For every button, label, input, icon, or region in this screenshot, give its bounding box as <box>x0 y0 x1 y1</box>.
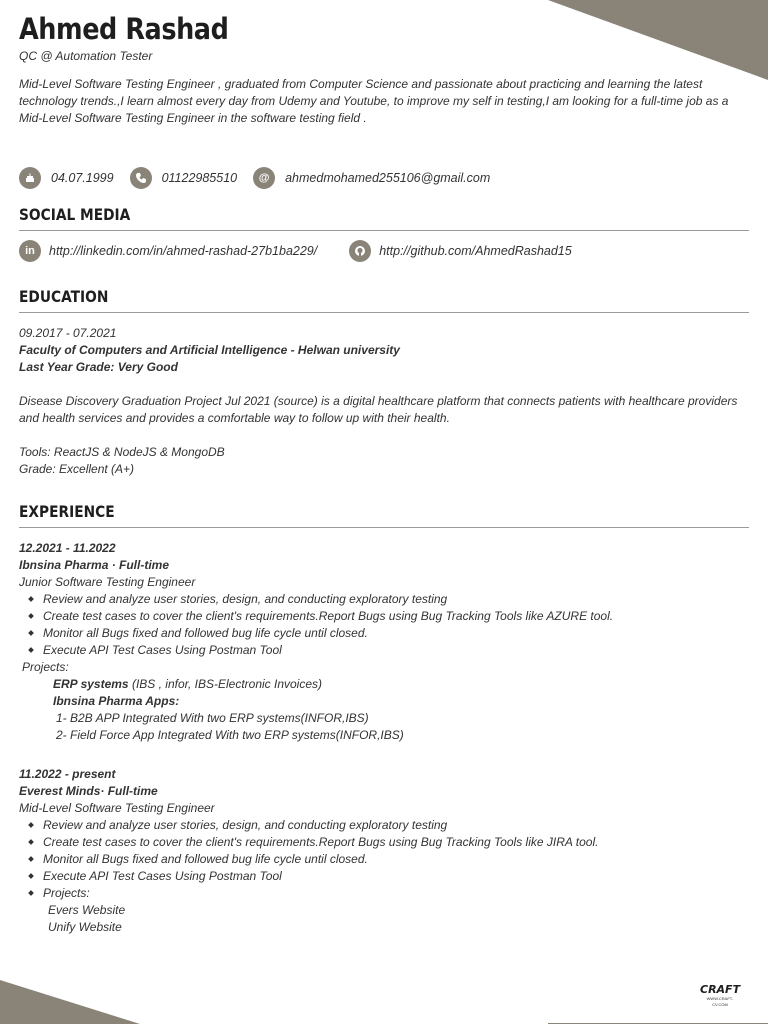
experience-section <box>19 502 749 936</box>
job-role: Mid-Level Software Testing Engineer <box>19 801 215 815</box>
education-heading: EDUCATION <box>19 287 109 306</box>
erp-project-name: ERP systems <box>53 677 129 691</box>
email-text[interactable]: ahmedmohamed255106@gmail.com <box>285 171 491 185</box>
contact-row <box>19 167 749 189</box>
education-school: Faculty of Computers and Artificial Intelligence - Helwan university <box>19 343 400 357</box>
social-github <box>349 240 571 262</box>
social-linkedin <box>19 240 317 262</box>
resume-page <box>19 10 749 936</box>
github-icon <box>349 240 371 262</box>
logo-url: WWW.CRAFT-CV.COM <box>706 996 734 1007</box>
project-item: Evers Website <box>48 903 126 917</box>
logo-wordmark: CRAFT <box>700 983 741 996</box>
project-item: Unify Website <box>48 920 122 934</box>
education-dates: 09.2017 - 07.2021 <box>19 326 117 340</box>
at-icon: @ <box>253 167 275 189</box>
linkedin-link[interactable]: http://linkedin.com/in/ahmed-rashad-27b1ba229/ <box>49 244 318 258</box>
graduation-project: Disease Discovery Graduation Project Jul 2021 (source) is a digital healthcare platform that connects patients with healthcare providers and health services and provides a comfortable way to follow up with their health. <box>19 394 738 425</box>
list-item: Execute API Test Cases Using Postman Tool <box>23 642 749 659</box>
list-item: Review and analyze user stories, design, and conducting exploratory testing <box>23 817 749 834</box>
job-dates: 11.2022 - present <box>19 767 116 781</box>
project-tools: Tools: ReactJS & NodeJS & MongoDB <box>19 445 225 459</box>
list-item: Execute API Test Cases Using Postman Tool <box>23 868 749 885</box>
social-section <box>19 205 749 263</box>
job-bullet-list <box>19 817 749 902</box>
list-item: Projects: <box>23 885 749 902</box>
candidate-title: QC @ Automation Tester <box>19 49 153 63</box>
contact-email <box>253 167 490 189</box>
phone-icon <box>130 167 152 189</box>
list-item: Monitor all Bugs fixed and followed bug life cycle until closed. <box>23 625 749 642</box>
job-company: Ibnsina Pharma · Full-time <box>19 558 170 572</box>
phone-text: 01122985510 <box>161 171 238 185</box>
projects-label: Projects: <box>22 660 69 674</box>
list-item: Monitor all Bugs fixed and followed bug life cycle until closed. <box>23 851 749 868</box>
erp-project <box>19 676 749 693</box>
education-section <box>19 287 749 478</box>
job-dates: 12.2021 - 11.2022 <box>19 541 116 555</box>
erp-project-detail: (IBS , infor, IBS-Electronic Invoices) <box>128 677 323 691</box>
section-divider <box>19 230 749 231</box>
contact-phone <box>130 167 238 189</box>
section-divider <box>19 312 749 313</box>
section-divider <box>19 527 749 528</box>
list-item: Create test cases to cover the client's requirements.Report Bugs using Bug Tracking Tools like JIRA tool. <box>23 834 749 851</box>
github-link[interactable]: http://github.com/AhmedRashad15 <box>379 244 572 258</box>
list-item: Create test cases to cover the client's requirements.Report Bugs using Bug Tracking Tools like AZURE tool. <box>23 608 749 625</box>
birthday-cake-icon <box>19 167 41 189</box>
education-grade: Last Year Grade: Very Good <box>19 360 178 374</box>
job-role: Junior Software Testing Engineer <box>19 575 196 589</box>
job-company: Everest Minds· Full-time <box>19 784 158 798</box>
birthdate-text: 04.07.1999 <box>51 171 114 185</box>
social-heading: SOCIAL MEDIA <box>19 205 131 224</box>
job-entry <box>19 540 749 744</box>
apps-label: Ibnsina Pharma Apps: <box>53 694 180 708</box>
corner-decoration-bottom <box>0 980 140 1024</box>
list-item: Review and analyze user stories, design, and conducting exploratory testing <box>23 591 749 608</box>
contact-birthdate <box>19 167 114 189</box>
job-entry <box>19 766 749 936</box>
experience-heading: EXPERIENCE <box>19 502 115 521</box>
project-grade: Grade: Excellent (A+) <box>19 462 135 476</box>
profile-summary: Mid-Level Software Testing Engineer , graduated from Computer Science and passionate about practicing and learning the latest technology trends.,I learn almost every day from Udemy and Youtube, to improve my self in testing,I am looking for a full-time job as a Mid-Level Software Testing Engineer in the software testing field . <box>19 77 729 125</box>
craft-cv-logo <box>700 984 740 1008</box>
app-item: 1- B2B APP Integrated With two ERP systems(INFOR,IBS) <box>56 711 369 725</box>
candidate-name: Ahmed Rashad <box>19 12 229 46</box>
linkedin-icon: in <box>19 240 41 262</box>
job-bullet-list <box>19 591 749 659</box>
app-item: 2- Field Force App Integrated With two ERP systems(INFOR,IBS) <box>56 728 404 742</box>
